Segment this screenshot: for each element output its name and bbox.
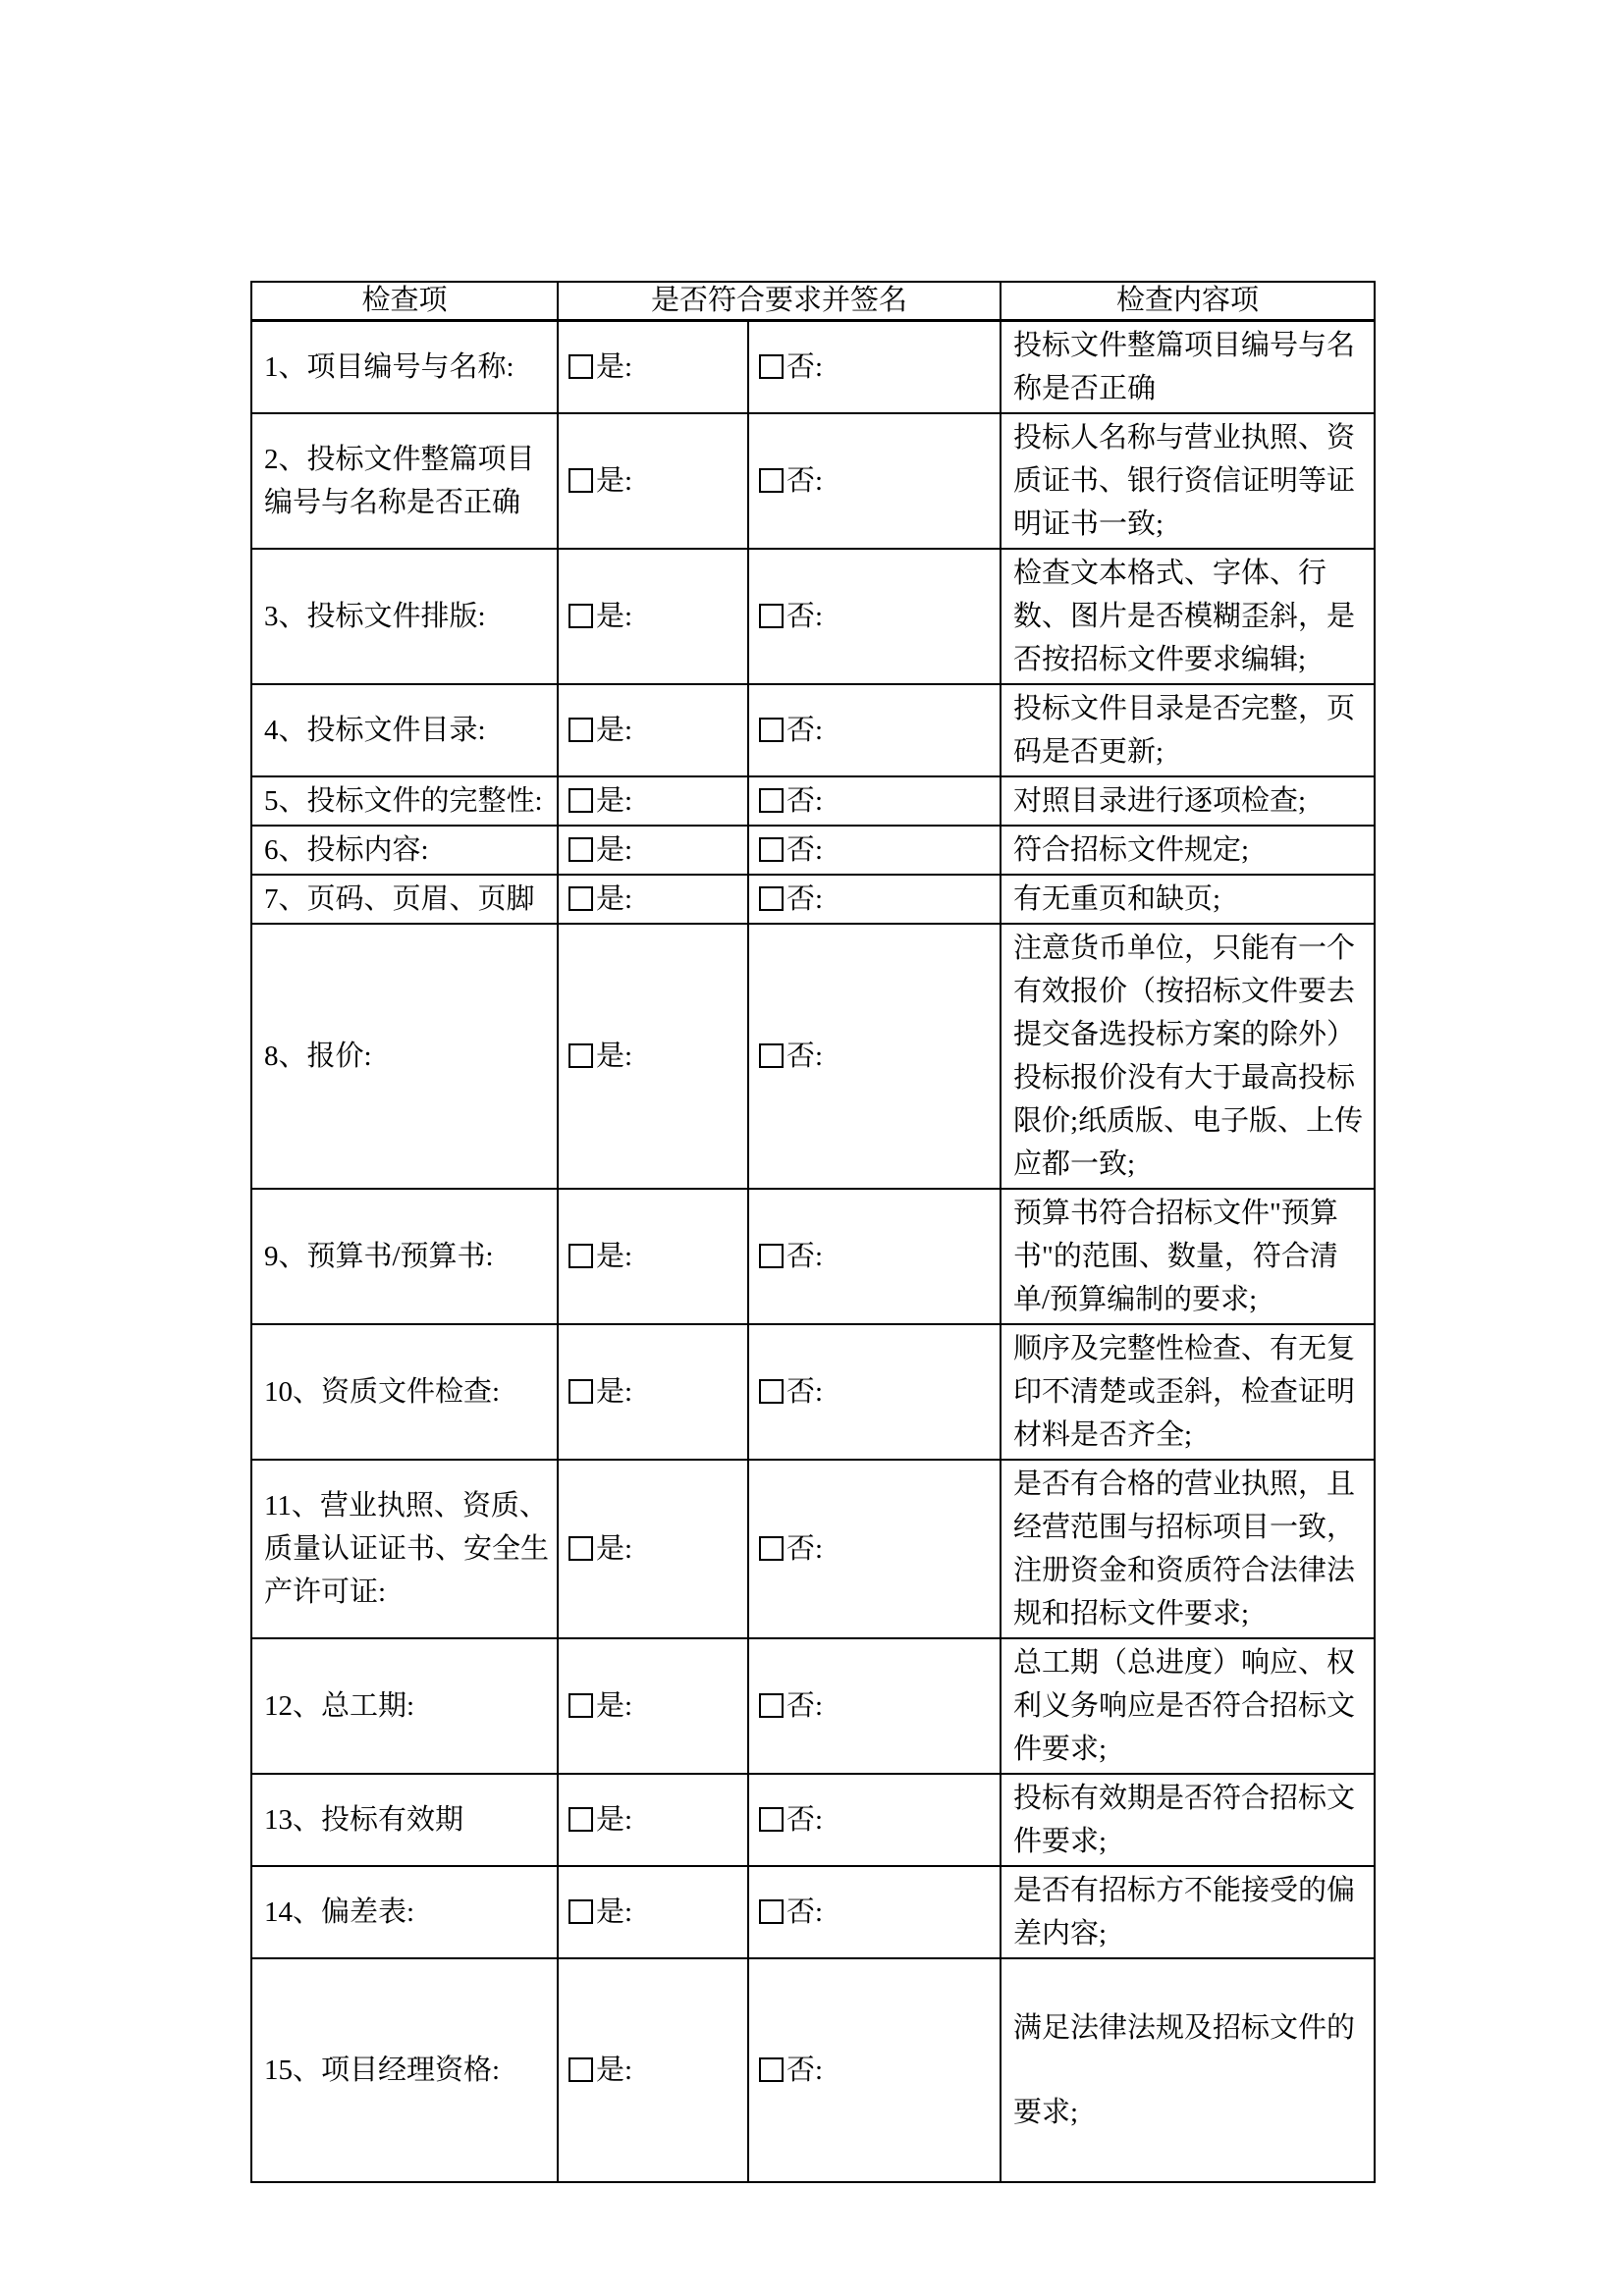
- check-content-text: 预算书符合招标文件"预算书"的范围、数量，符合清单/预算编制的要求;: [1001, 1189, 1375, 1324]
- check-content-text: 投标文件目录是否完整，页码是否更新;: [1001, 684, 1375, 776]
- checkbox-icon[interactable]: [568, 1693, 593, 1718]
- no-label: 否:: [786, 350, 824, 383]
- check-content-text: 检查文本格式、字体、行数、图片是否模糊歪斜，是否按招标文件要求编辑;: [1001, 549, 1375, 684]
- check-item-label: 2、投标文件整篇项目编号与名称是否正确: [251, 413, 558, 549]
- no-label: 否:: [786, 2054, 824, 2086]
- yes-cell: [558, 1958, 748, 2182]
- check-item-label: 10、资质文件检查:: [251, 1324, 558, 1460]
- checkbox-icon[interactable]: [759, 2057, 784, 2082]
- checkbox-icon[interactable]: [759, 788, 784, 813]
- checkbox-icon[interactable]: [568, 1043, 593, 1068]
- no-cell: [748, 549, 1001, 684]
- check-content-text: 符合招标文件规定;: [1001, 826, 1375, 875]
- check-item-label: 5、投标文件的完整性:: [251, 776, 558, 826]
- checkbox-icon[interactable]: [568, 1379, 593, 1404]
- table-header-row: [251, 282, 1375, 320]
- yes-cell: [558, 1460, 748, 1638]
- yes-label: 是:: [596, 600, 633, 632]
- checkbox-icon[interactable]: [759, 604, 784, 628]
- checkbox-icon[interactable]: [568, 1536, 593, 1561]
- check-content-text: 是否有合格的营业执照，且经营范围与招标项目一致，注册资金和资质符合法律法规和招标文件要求;: [1001, 1460, 1375, 1638]
- table-row: [251, 1866, 1375, 1958]
- table-row: [251, 1638, 1375, 1774]
- checkbox-icon[interactable]: [568, 1807, 593, 1832]
- check-item-label: 8、报价:: [251, 924, 558, 1189]
- check-content-text: 投标有效期是否符合招标文件要求;: [1001, 1774, 1375, 1866]
- no-cell: [748, 924, 1001, 1189]
- no-cell: [748, 1324, 1001, 1460]
- table-row: [251, 684, 1375, 776]
- no-label: 否:: [786, 464, 824, 497]
- no-cell: [748, 684, 1001, 776]
- yes-cell: [558, 1866, 748, 1958]
- checkbox-icon[interactable]: [759, 1244, 784, 1268]
- column-header-check-item: 检查项: [251, 282, 558, 320]
- no-label: 否:: [786, 784, 824, 817]
- no-label: 否:: [786, 1896, 824, 1928]
- column-header-check-content: 检查内容项: [1001, 282, 1375, 320]
- checkbox-icon[interactable]: [759, 1536, 784, 1561]
- checkbox-icon[interactable]: [568, 718, 593, 742]
- yes-cell: [558, 684, 748, 776]
- table-row: [251, 1958, 1375, 2182]
- yes-label: 是:: [596, 784, 633, 817]
- check-item-label: 13、投标有效期: [251, 1774, 558, 1866]
- no-label: 否:: [786, 1040, 824, 1072]
- no-label: 否:: [786, 1689, 824, 1722]
- yes-label: 是:: [596, 714, 633, 746]
- yes-label: 是:: [596, 1689, 633, 1722]
- no-cell: [748, 1189, 1001, 1324]
- yes-cell: [558, 1324, 748, 1460]
- no-cell: [748, 1460, 1001, 1638]
- no-label: 否:: [786, 714, 824, 746]
- checkbox-icon[interactable]: [568, 1244, 593, 1268]
- checkbox-icon[interactable]: [568, 604, 593, 628]
- check-item-label: 3、投标文件排版:: [251, 549, 558, 684]
- no-label: 否:: [786, 600, 824, 632]
- check-item-label: 14、偏差表:: [251, 1866, 558, 1958]
- no-cell: [748, 776, 1001, 826]
- checkbox-icon[interactable]: [568, 468, 593, 493]
- check-item-label: 9、预算书/预算书:: [251, 1189, 558, 1324]
- checkbox-icon[interactable]: [568, 886, 593, 911]
- check-item-label: 4、投标文件目录:: [251, 684, 558, 776]
- checkbox-icon[interactable]: [568, 1899, 593, 1924]
- no-label: 否:: [786, 882, 824, 915]
- check-item-label: 12、总工期:: [251, 1638, 558, 1774]
- checkbox-icon[interactable]: [568, 788, 593, 813]
- no-label: 否:: [786, 1240, 824, 1272]
- table-row: [251, 924, 1375, 1189]
- column-header-compliance-signature: 是否符合要求并签名: [558, 282, 1001, 320]
- check-item-label: 11、营业执照、资质、质量认证证书、安全生产许可证:: [251, 1460, 558, 1638]
- checkbox-icon[interactable]: [568, 837, 593, 862]
- check-content-text: 对照目录进行逐项检查;: [1001, 776, 1375, 826]
- yes-cell: [558, 1638, 748, 1774]
- check-item-label: 7、页码、页眉、页脚: [251, 875, 558, 924]
- table-row: [251, 549, 1375, 684]
- check-item-label: 1、项目编号与名称:: [251, 320, 558, 413]
- check-content-text: 是否有招标方不能接受的偏差内容;: [1001, 1866, 1375, 1958]
- no-cell: [748, 413, 1001, 549]
- checkbox-icon[interactable]: [759, 1899, 784, 1924]
- no-label: 否:: [786, 1803, 824, 1836]
- checkbox-icon[interactable]: [759, 718, 784, 742]
- check-item-label: 15、项目经理资格:: [251, 1958, 558, 2182]
- yes-cell: [558, 875, 748, 924]
- checkbox-icon[interactable]: [759, 837, 784, 862]
- checkbox-icon[interactable]: [759, 354, 784, 379]
- yes-label: 是:: [596, 1896, 633, 1928]
- table-row: [251, 1324, 1375, 1460]
- yes-cell: [558, 1774, 748, 1866]
- yes-label: 是:: [596, 464, 633, 497]
- checkbox-icon[interactable]: [759, 886, 784, 911]
- checkbox-icon[interactable]: [759, 1043, 784, 1068]
- yes-label: 是:: [596, 350, 633, 383]
- no-cell: [748, 1774, 1001, 1866]
- check-content-text: 顺序及完整性检查、有无复印不清楚或歪斜，检查证明材料是否齐全;: [1001, 1324, 1375, 1460]
- yes-cell: [558, 320, 748, 413]
- yes-label: 是:: [596, 1375, 633, 1408]
- no-cell: [748, 875, 1001, 924]
- yes-label: 是:: [596, 1240, 633, 1272]
- yes-label: 是:: [596, 1040, 633, 1072]
- check-item-label: 6、投标内容:: [251, 826, 558, 875]
- yes-label: 是:: [596, 1532, 633, 1565]
- checkbox-icon[interactable]: [759, 1379, 784, 1404]
- check-content-text: 满足法律法规及招标文件的要求;: [1001, 1958, 1375, 2182]
- table-row: [251, 1460, 1375, 1638]
- check-content-text: 有无重页和缺页;: [1001, 875, 1375, 924]
- table-row: [251, 413, 1375, 549]
- yes-label: 是:: [596, 882, 633, 915]
- table-row: [251, 1774, 1375, 1866]
- checkbox-icon[interactable]: [568, 2057, 593, 2082]
- yes-label: 是:: [596, 1803, 633, 1836]
- yes-cell: [558, 924, 748, 1189]
- check-content-text: 投标人名称与营业执照、资质证书、银行资信证明等证明证书一致;: [1001, 413, 1375, 549]
- no-cell: [748, 826, 1001, 875]
- checkbox-icon[interactable]: [759, 1693, 784, 1718]
- table-row: [251, 875, 1375, 924]
- table-row: [251, 320, 1375, 413]
- yes-cell: [558, 413, 748, 549]
- checkbox-icon[interactable]: [759, 468, 784, 493]
- checkbox-icon[interactable]: [568, 354, 593, 379]
- no-cell: [748, 320, 1001, 413]
- yes-label: 是:: [596, 2054, 633, 2086]
- checkbox-icon[interactable]: [759, 1807, 784, 1832]
- check-content-text: 总工期（总进度）响应、权利义务响应是否符合招标文件要求;: [1001, 1638, 1375, 1774]
- no-label: 否:: [786, 1375, 824, 1408]
- yes-cell: [558, 826, 748, 875]
- yes-cell: [558, 549, 748, 684]
- no-label: 否:: [786, 833, 824, 866]
- check-content-text: 投标文件整篇项目编号与名称是否正确: [1001, 320, 1375, 413]
- table-row: [251, 1189, 1375, 1324]
- no-label: 否:: [786, 1532, 824, 1565]
- no-cell: [748, 1638, 1001, 1774]
- table-row: [251, 826, 1375, 875]
- no-cell: [748, 1866, 1001, 1958]
- inspection-checklist-table: [250, 281, 1376, 2183]
- table-row: [251, 776, 1375, 826]
- yes-cell: [558, 1189, 748, 1324]
- check-content-text: 注意货币单位，只能有一个有效报价（按招标文件要去提交备选投标方案的除外）投标报价没有大于最高投标限价;纸质版、电子版、上传应都一致;: [1001, 924, 1375, 1189]
- yes-cell: [558, 776, 748, 826]
- yes-label: 是:: [596, 833, 633, 866]
- no-cell: [748, 1958, 1001, 2182]
